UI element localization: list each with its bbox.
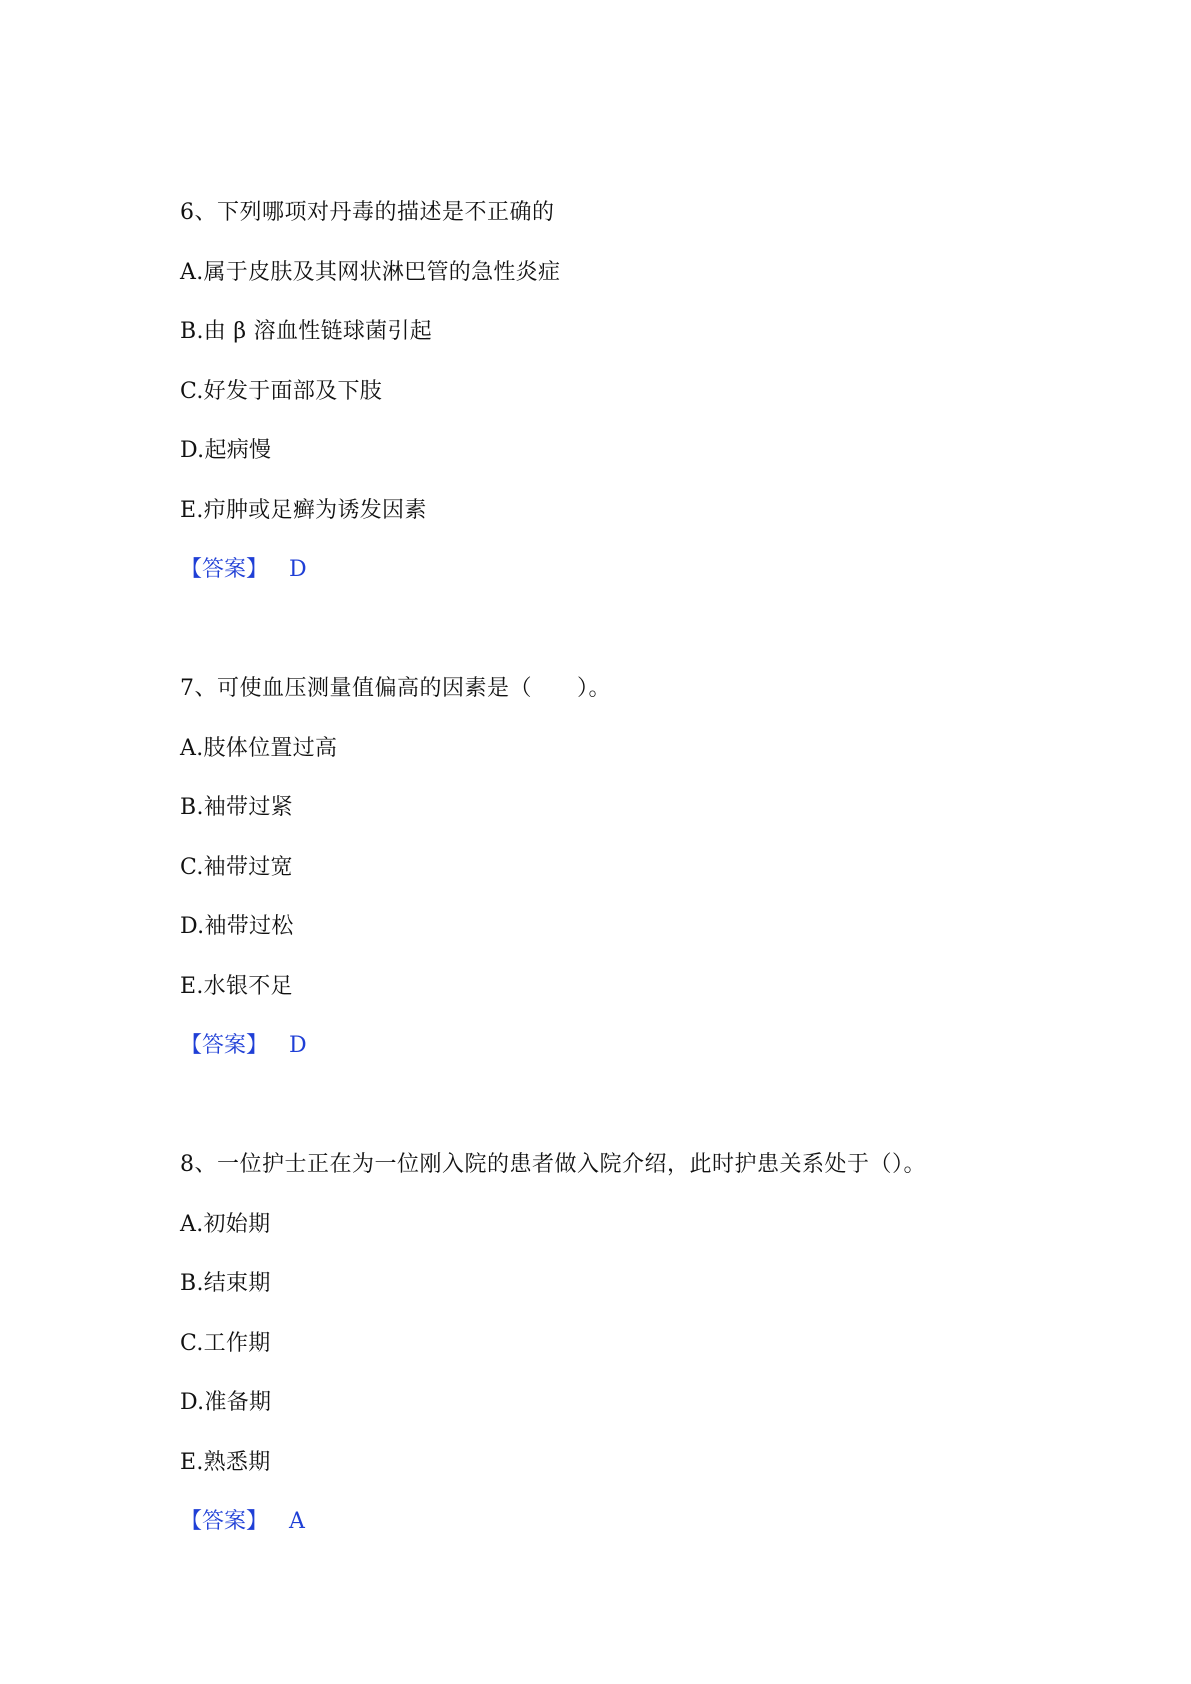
option-a: A.初始期 — [180, 1211, 271, 1237]
answer-value: A — [289, 1509, 305, 1534]
option-d: D.准备期 — [180, 1390, 272, 1415]
answer-label: 【答案】 — [180, 1509, 269, 1534]
answer-line — [180, 558, 1140, 582]
question-7 — [180, 677, 1140, 1058]
option-c: C.好发于面部及下肢 — [180, 378, 383, 404]
answer-line — [180, 1510, 1140, 1534]
option-e: E.水银不足 — [180, 973, 293, 999]
option-e: E.熟悉期 — [180, 1449, 271, 1475]
option-b: B.袖带过紧 — [180, 795, 293, 820]
question-stem: 7、可使血压测量值偏高的因素是（ ）。 — [180, 676, 611, 701]
question-6 — [180, 201, 1140, 582]
question-8 — [180, 1153, 1140, 1534]
option-c: C.袖带过宽 — [180, 854, 293, 880]
option-b: B.由 β 溶血性链球菌引起 — [180, 319, 433, 344]
question-stem: 6、下列哪项对丹毒的描述是不正确的 — [180, 200, 555, 225]
option-a: A.属于皮肤及其网状淋巴管的急性炎症 — [180, 259, 561, 285]
option-e: E.疖肿或足癣为诱发因素 — [180, 497, 427, 523]
option-d: D.袖带过松 — [180, 914, 294, 939]
question-stem: 8、一位护士正在为一位刚入院的患者做入院介绍，此时护患关系处于（）。 — [180, 1152, 926, 1177]
option-d: D.起病慢 — [180, 438, 272, 463]
option-c: C.工作期 — [180, 1330, 271, 1356]
answer-label: 【答案】 — [180, 1033, 269, 1058]
answer-label: 【答案】 — [180, 557, 269, 582]
answer-line — [180, 1034, 1140, 1058]
option-b: B.结束期 — [180, 1271, 271, 1296]
option-a: A.肢体位置过高 — [180, 735, 338, 761]
answer-value: D — [289, 557, 307, 582]
answer-value: D — [289, 1033, 307, 1058]
